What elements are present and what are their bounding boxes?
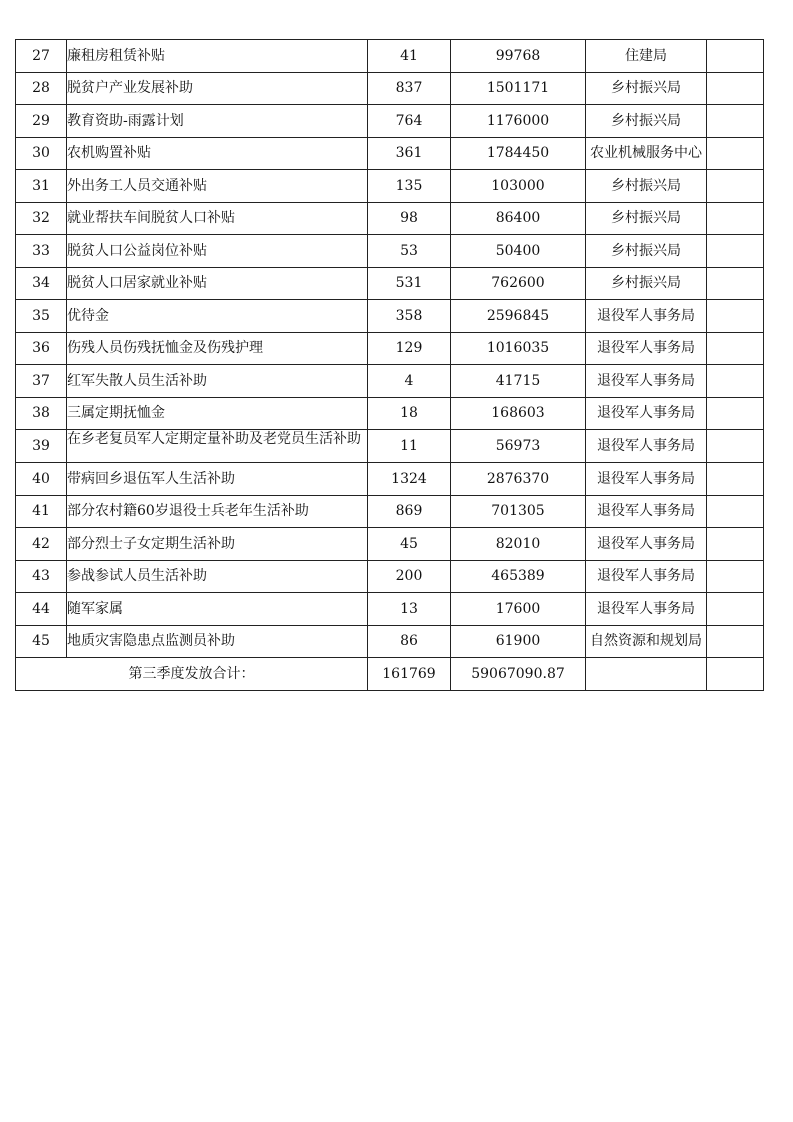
subsidy-table bbox=[15, 39, 764, 691]
subsidy-name bbox=[67, 332, 368, 365]
subsidy-name bbox=[67, 105, 368, 138]
blank-cell bbox=[707, 235, 764, 268]
subsidy-name-text: 廉租房租赁补贴 bbox=[67, 47, 165, 64]
subsidy-name bbox=[67, 202, 368, 235]
amount: 82010 bbox=[451, 528, 586, 561]
total-blank-cell bbox=[707, 658, 764, 691]
subsidy-name bbox=[67, 365, 368, 398]
recipient-count: 531 bbox=[368, 267, 451, 300]
subsidy-name bbox=[67, 397, 368, 430]
blank-cell bbox=[707, 267, 764, 300]
table-row bbox=[16, 625, 764, 658]
table-row bbox=[16, 560, 764, 593]
row-index: 33 bbox=[16, 235, 67, 268]
recipient-count: 129 bbox=[368, 332, 451, 365]
amount: 103000 bbox=[451, 170, 586, 203]
recipient-count: 98 bbox=[368, 202, 451, 235]
subsidy-name-text: 脱贫户产业发展补助 bbox=[67, 80, 193, 97]
department: 农业机械服务中心 bbox=[586, 137, 707, 170]
subsidy-name bbox=[67, 137, 368, 170]
department: 退役军人事务局 bbox=[586, 397, 707, 430]
total-amount: 59067090.87 bbox=[451, 658, 586, 691]
amount: 1501171 bbox=[451, 72, 586, 105]
subsidy-name-text: 部分农村籍60岁退役士兵老年生活补助 bbox=[67, 503, 309, 520]
recipient-count: 358 bbox=[368, 300, 451, 333]
row-index: 34 bbox=[16, 267, 67, 300]
table-row bbox=[16, 137, 764, 170]
department: 退役军人事务局 bbox=[586, 495, 707, 528]
row-index: 27 bbox=[16, 40, 67, 73]
blank-cell bbox=[707, 137, 764, 170]
subsidy-name-text: 农机购置补贴 bbox=[67, 145, 151, 162]
amount: 168603 bbox=[451, 397, 586, 430]
department: 乡村振兴局 bbox=[586, 170, 707, 203]
blank-cell bbox=[707, 300, 764, 333]
department: 乡村振兴局 bbox=[586, 105, 707, 138]
row-index: 44 bbox=[16, 593, 67, 626]
row-index: 40 bbox=[16, 463, 67, 496]
amount: 2596845 bbox=[451, 300, 586, 333]
recipient-count: 764 bbox=[368, 105, 451, 138]
blank-cell bbox=[707, 560, 764, 593]
subsidy-name-text: 脱贫人口公益岗位补贴 bbox=[67, 242, 207, 259]
row-index: 37 bbox=[16, 365, 67, 398]
subsidy-name bbox=[67, 430, 368, 463]
amount: 1784450 bbox=[451, 137, 586, 170]
subsidy-name-text: 地质灾害隐患点监测员补助 bbox=[67, 633, 235, 650]
table-row bbox=[16, 170, 764, 203]
recipient-count: 45 bbox=[368, 528, 451, 561]
row-index: 31 bbox=[16, 170, 67, 203]
department: 住建局 bbox=[586, 40, 707, 73]
recipient-count: 869 bbox=[368, 495, 451, 528]
department: 退役军人事务局 bbox=[586, 463, 707, 496]
subsidy-name bbox=[67, 40, 368, 73]
department: 退役军人事务局 bbox=[586, 332, 707, 365]
table-row bbox=[16, 397, 764, 430]
total-row bbox=[16, 658, 764, 691]
amount: 61900 bbox=[451, 625, 586, 658]
blank-cell bbox=[707, 397, 764, 430]
recipient-count: 41 bbox=[368, 40, 451, 73]
blank-cell bbox=[707, 40, 764, 73]
recipient-count: 1324 bbox=[368, 463, 451, 496]
department: 退役军人事务局 bbox=[586, 365, 707, 398]
table-row bbox=[16, 593, 764, 626]
table-body bbox=[16, 40, 764, 658]
row-index: 35 bbox=[16, 300, 67, 333]
blank-cell bbox=[707, 593, 764, 626]
subsidy-name bbox=[67, 267, 368, 300]
subsidy-name-text: 部分烈士子女定期生活补助 bbox=[67, 535, 235, 552]
table-row bbox=[16, 40, 764, 73]
amount: 465389 bbox=[451, 560, 586, 593]
row-index: 28 bbox=[16, 72, 67, 105]
total-dept-cell bbox=[586, 658, 707, 691]
subsidy-name bbox=[67, 170, 368, 203]
recipient-count: 53 bbox=[368, 235, 451, 268]
department: 乡村振兴局 bbox=[586, 72, 707, 105]
recipient-count: 837 bbox=[368, 72, 451, 105]
blank-cell bbox=[707, 528, 764, 561]
department: 乡村振兴局 bbox=[586, 202, 707, 235]
table-row bbox=[16, 365, 764, 398]
subsidy-name-text: 随军家属 bbox=[67, 600, 123, 617]
subsidy-name bbox=[67, 625, 368, 658]
amount: 1176000 bbox=[451, 105, 586, 138]
amount: 701305 bbox=[451, 495, 586, 528]
row-index: 41 bbox=[16, 495, 67, 528]
subsidy-name-text: 外出务工人员交通补贴 bbox=[67, 177, 207, 194]
department: 自然资源和规划局 bbox=[586, 625, 707, 658]
subsidy-name-text: 教育资助-雨露计划 bbox=[67, 112, 184, 129]
row-index: 32 bbox=[16, 202, 67, 235]
row-index: 36 bbox=[16, 332, 67, 365]
row-index: 29 bbox=[16, 105, 67, 138]
table-row bbox=[16, 495, 764, 528]
department: 退役军人事务局 bbox=[586, 528, 707, 561]
department: 退役军人事务局 bbox=[586, 430, 707, 463]
table-row bbox=[16, 267, 764, 300]
amount: 2876370 bbox=[451, 463, 586, 496]
amount: 1016035 bbox=[451, 332, 586, 365]
table-row bbox=[16, 430, 764, 463]
subsidy-name-text: 就业帮扶车间脱贫人口补贴 bbox=[67, 210, 235, 227]
subsidy-name bbox=[67, 72, 368, 105]
subsidy-name-text: 参战参试人员生活补助 bbox=[67, 568, 207, 585]
subsidy-name bbox=[67, 463, 368, 496]
table-row bbox=[16, 105, 764, 138]
blank-cell bbox=[707, 365, 764, 398]
blank-cell bbox=[707, 463, 764, 496]
blank-cell bbox=[707, 170, 764, 203]
blank-cell bbox=[707, 202, 764, 235]
subsidy-name-text: 三属定期抚恤金 bbox=[67, 405, 165, 422]
amount: 50400 bbox=[451, 235, 586, 268]
recipient-count: 86 bbox=[368, 625, 451, 658]
table-row bbox=[16, 332, 764, 365]
subsidy-name bbox=[67, 300, 368, 333]
amount: 56973 bbox=[451, 430, 586, 463]
department: 乡村振兴局 bbox=[586, 235, 707, 268]
table-row bbox=[16, 235, 764, 268]
total-label: 第三季度发放合计： bbox=[16, 658, 368, 691]
subsidy-name-text: 在乡老复员军人定期定量补助及老党员生活补助 bbox=[67, 431, 361, 447]
subsidy-name bbox=[67, 593, 368, 626]
recipient-count: 4 bbox=[368, 365, 451, 398]
table-row bbox=[16, 72, 764, 105]
blank-cell bbox=[707, 430, 764, 463]
table-row bbox=[16, 528, 764, 561]
subsidy-name-text: 优待金 bbox=[67, 307, 109, 324]
blank-cell bbox=[707, 105, 764, 138]
department: 退役军人事务局 bbox=[586, 560, 707, 593]
recipient-count: 135 bbox=[368, 170, 451, 203]
subsidy-name-text: 红军失散人员生活补助 bbox=[67, 372, 207, 389]
recipient-count: 18 bbox=[368, 397, 451, 430]
amount: 762600 bbox=[451, 267, 586, 300]
subsidy-name bbox=[67, 560, 368, 593]
row-index: 39 bbox=[16, 430, 67, 463]
subsidy-name-text: 带病回乡退伍军人生活补助 bbox=[67, 470, 235, 487]
row-index: 38 bbox=[16, 397, 67, 430]
recipient-count: 11 bbox=[368, 430, 451, 463]
recipient-count: 200 bbox=[368, 560, 451, 593]
amount: 86400 bbox=[451, 202, 586, 235]
subsidy-name bbox=[67, 528, 368, 561]
row-index: 42 bbox=[16, 528, 67, 561]
row-index: 30 bbox=[16, 137, 67, 170]
recipient-count: 361 bbox=[368, 137, 451, 170]
department: 乡村振兴局 bbox=[586, 267, 707, 300]
subsidy-name-text: 脱贫人口居家就业补贴 bbox=[67, 275, 207, 292]
table-row bbox=[16, 463, 764, 496]
amount: 17600 bbox=[451, 593, 586, 626]
blank-cell bbox=[707, 72, 764, 105]
row-index: 43 bbox=[16, 560, 67, 593]
department: 退役军人事务局 bbox=[586, 300, 707, 333]
table-row bbox=[16, 202, 764, 235]
subsidy-name-text: 伤残人员伤残抚恤金及伤残护理 bbox=[67, 340, 263, 357]
amount: 41715 bbox=[451, 365, 586, 398]
subsidy-name bbox=[67, 235, 368, 268]
amount: 99768 bbox=[451, 40, 586, 73]
table-row bbox=[16, 300, 764, 333]
blank-cell bbox=[707, 332, 764, 365]
blank-cell bbox=[707, 625, 764, 658]
total-count: 161769 bbox=[368, 658, 451, 691]
subsidy-name bbox=[67, 495, 368, 528]
department: 退役军人事务局 bbox=[586, 593, 707, 626]
blank-cell bbox=[707, 495, 764, 528]
recipient-count: 13 bbox=[368, 593, 451, 626]
row-index: 45 bbox=[16, 625, 67, 658]
